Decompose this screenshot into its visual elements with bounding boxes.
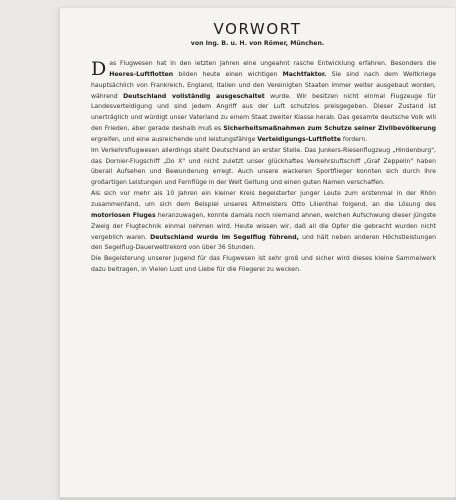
author-line: von Ing. B. u. H. von Römer, München.	[190, 40, 325, 47]
document-page	[60, 8, 455, 500]
body-text: Sie sind nach dem Weltkriege hauptsächlich von Frankreich, England, Italien und den Vereinigten Staaten immer weiter ausgebaut worden, während	[91, 70, 437, 100]
body-text: Die Begeisterung unserer Jugend für das Flugwesen ist sehr groß und sicher wird dieses kleine Sammelwerk dazu beitragen, in Vielen Lust und Liebe für die Fliegerei zu wecken.	[91, 255, 436, 274]
drop-cap: D	[91, 58, 107, 80]
body-text: as Flugwesen hat in den letzten Jahren eine ungeahnt rasche Entwicklung erfahren. Besonders die	[109, 60, 436, 67]
emphasis-text: Heeres-Luftflotten	[109, 70, 174, 78]
emphasis-text: Verteidigungs-Luftflotte	[257, 135, 341, 143]
paragraph	[91, 146, 436, 189]
paragraph	[91, 59, 436, 146]
emphasis-text: Deutschland vollständig ausgeschaltet	[123, 92, 265, 100]
body-text: fordern.	[340, 135, 368, 143]
body-text: und hält neben anderen Höchstleistungen den Segelflug-Dauerweltrekord von über 36 Stunden.	[91, 233, 436, 252]
emphasis-text: Deutschland wurde im Segelflug führend,	[150, 233, 299, 241]
body-text: bilden heute einen wichtigen	[173, 70, 283, 78]
page-title: VORWORT	[213, 20, 302, 38]
body-text: Im Verkehrsflugwesen allerdings steht Deutschland an erster Stelle. Das Junkers-Riesenflugzeug „Hindenburg", das Dornier-Flugschiff „Do X" und nicht zuletzt unser glückhaftes Verkehrsluftschiff „Graf Zeppelin" haben überall Aufsehen und Bewunderung erregt. Auch unsere wackeren Sportflieger konnten sich durch ihre großartigen Leistungen und Fernflüge in der Welt Geltung und einen guten Namen verschaffen.	[91, 146, 436, 187]
body-text: wurde. Wir besitzen nicht einmal Flugzeuge für Landesverteidigung und sind jedem Angriff aus der Luft schutzlos preisgegeben. Dieser Zustand ist unerträglich und würdigt unser Vaterland zu einem Staat zweiter Klasse herab. Das gesamte deutsche Volk will den Frieden, aber gerade deshalb muß es	[91, 92, 436, 133]
emphasis-text: Machtfaktor.	[282, 70, 327, 78]
paragraph	[91, 189, 436, 254]
emphasis-text: Sicherheitsmaßnahmen zum Schutze seiner Zivilbevölkerung	[223, 125, 436, 133]
paragraph	[91, 254, 436, 276]
emphasis-text: motorlosen Fluges	[91, 211, 156, 219]
foreword-body	[91, 59, 436, 276]
body-text: ergreifen, und eine ausreichende und leistungsfähige	[91, 135, 258, 143]
body-text: heranzuwagen, konnte damals noch niemand ahnen, welchen Aufschwung dieser jüngste Zweig der Flugtechnik einmal nehmen wird. Heute wissen wir, daß all die Opfer die gebracht wurden nicht vergeblich waren.	[91, 211, 436, 241]
body-text: Als sich vor mehr als 10 Jahren ein kleiner Kreis begeisterter junger Leute zum erstenmal in der Rhön zusammenfand, um sich dem Beispiel unseres Altmeisters Otto Lilienthal folgend, an die Lösung des	[91, 190, 436, 208]
